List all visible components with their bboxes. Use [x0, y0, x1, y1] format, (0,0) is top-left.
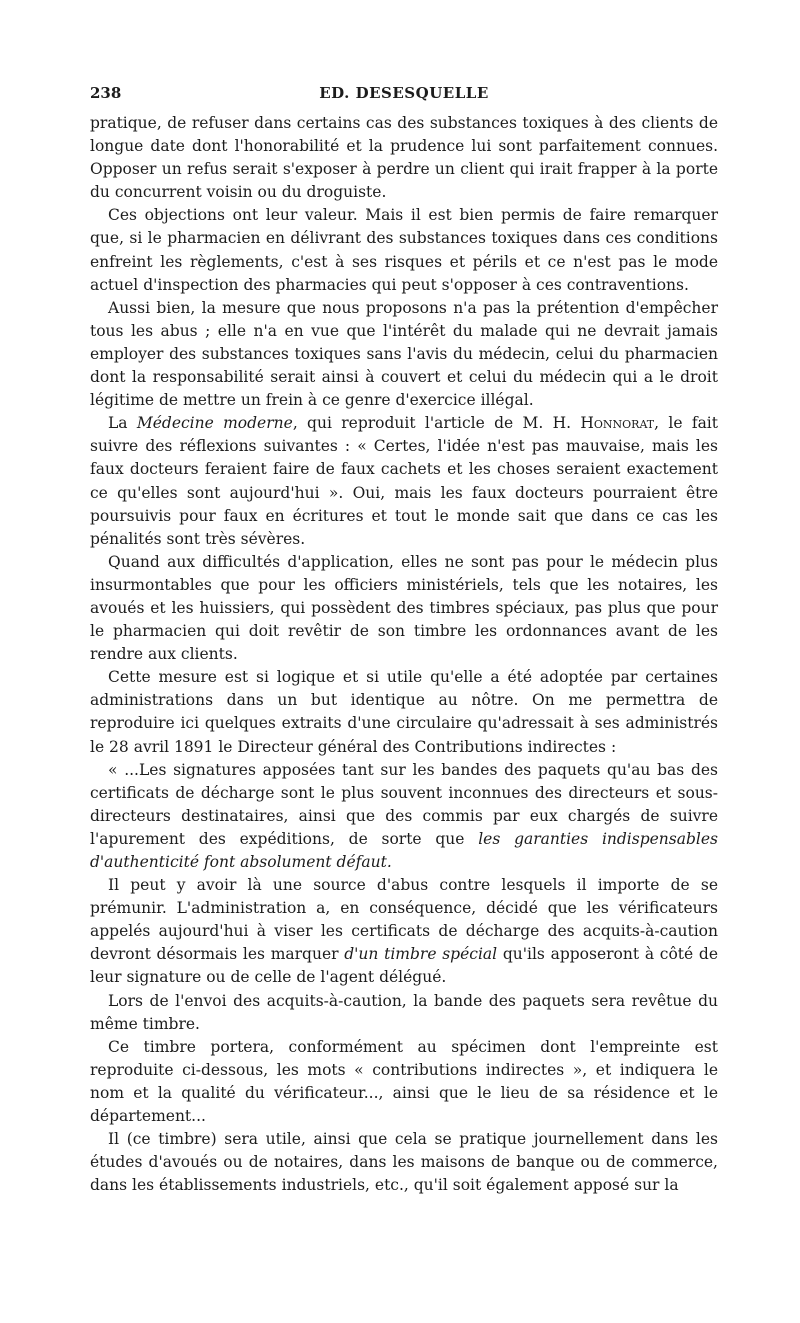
italic-text: les garanties indispensables d'authenticité font absolument défaut. [90, 829, 718, 871]
text-segment: « ...Les signatures apposées tant sur les bandes des paquets qu'au bas des certificats de décharge sont le plus souvent inconnues des directeurs et sous-directeurs destinataires, ainsi que des commis par eux chargés de suivre l'apurement des expéditions, de sorte que [90, 760, 718, 848]
paragraph [90, 759, 718, 874]
text-segment: Aussi bien, la mesure que nous proposons n'a pas la prétention d'empêcher tous les abus ; elle n'a en vue que l'intérêt du malade qui ne devrait jamais employer des substances toxiques sans l'avis du médecin, celui du pharmacien dont la responsabilité serait ainsi à couvert et celui du médecin qui a le droit légitime de mettre un frein à ce genre d'exercice illégal. [90, 298, 718, 410]
text-segment: Il peut y avoir là une source d'abus contre lesquels il importe de se prémunir. L'administration a, en conséquence, décidé que les vérificateurs appelés aujourd'hui à viser les certificats de décharge des acquits-à-caution devront désormais les marquer [90, 876, 718, 964]
paragraph [90, 1036, 718, 1128]
page-number: 238 [90, 84, 122, 102]
italic-text: d'un timbre spécial [344, 945, 498, 964]
paragraph [90, 412, 718, 551]
text-segment: Ce timbre portera, conformément au spécimen dont l'empreinte est reproduite ci-dessous, les mots « contributions indirectes », et indiquera le nom et la qualité du vérificateur..., ainsi que le lieu de sa résidence et le département... [90, 1037, 718, 1126]
paragraph [90, 297, 718, 412]
paragraph [90, 551, 718, 666]
text-segment: , le fait suivre des réflexions suivantes : « Certes, l'idée n'est pas mauvaise, mais les faux docteurs feraient faire de faux cachets et les choses seraient exactement ce qu'elles sont aujourd'hui ». Oui, mais les faux docteurs pourraient être poursuivis pour faux en écritures et tout le monde sait que dans ce cas les pénalités sont très sévères. [90, 414, 718, 548]
paragraph [90, 1128, 718, 1197]
paragraph [90, 666, 718, 758]
small-caps-name: Honnorat [580, 414, 655, 433]
text-segment: Il (ce timbre) sera utile, ainsi que cela se pratique journellement dans les études d'avoués ou de notaires, dans les maisons de banque ou de commerce, dans les établissements industriels, etc., qu'il soit également apposé sur la [90, 1130, 718, 1195]
paragraph [90, 204, 718, 296]
body-text [90, 112, 718, 1197]
text-segment: Cette mesure est si logique et si utile qu'elle a été adoptée par certaines administrations dans un but identique au nôtre. On me permettra de reproduire ici quelques extraits d'une circulaire qu'adressait à ses administrés le 28 avril 1891 le Directeur général des Contributions indirectes : [90, 668, 718, 756]
text-segment: Lors de l'envoi des acquits-à-caution, la bande des paquets sera revêtue du même timbre. [90, 991, 718, 1033]
running-title: ED. DESESQUELLE [319, 84, 489, 102]
paragraph [90, 112, 718, 204]
italic-text: Médecine moderne [136, 414, 293, 433]
paragraph [90, 874, 718, 989]
text-segment: pratique, de refuser dans certains cas des substances toxiques à des clients de longue date dont l'honorabilité et la prudence lui sont parfaitement connues. Opposer un refus serait s'exposer à perdre un client qui irait frapper à la porte du concurrent voisin ou du droguiste. [90, 114, 718, 202]
text-segment: , qui reproduit l'article de M. H. [292, 414, 581, 433]
text-segment: Ces objections ont leur valeur. Mais il est bien permis de faire remarquer que, si le pharmacien en délivrant des substances toxiques dans ces conditions enfreint les règlements, c'est à ses risques et périls et ce n'est pas le mode actuel d'inspection des pharmacies qui peut s'opposer à ces contraventions. [90, 206, 718, 294]
paragraph [90, 990, 718, 1036]
text-segment: qu'ils apposeront à côté de leur signature ou de celle de l'agent délégué. [90, 945, 719, 987]
text-segment: La [108, 414, 137, 433]
text-segment: Quand aux difficultés d'application, elles ne sont pas pour le médecin plus insurmontables que pour les officiers ministériels, tels que les notaires, les avoués et les huissiers, qui possèdent des timbres spéciaux, pas plus que pour le pharmacien qui doit revêtir de son timbre les ordonnances avant de les rendre aux clients. [90, 552, 718, 664]
running-header [90, 84, 718, 108]
